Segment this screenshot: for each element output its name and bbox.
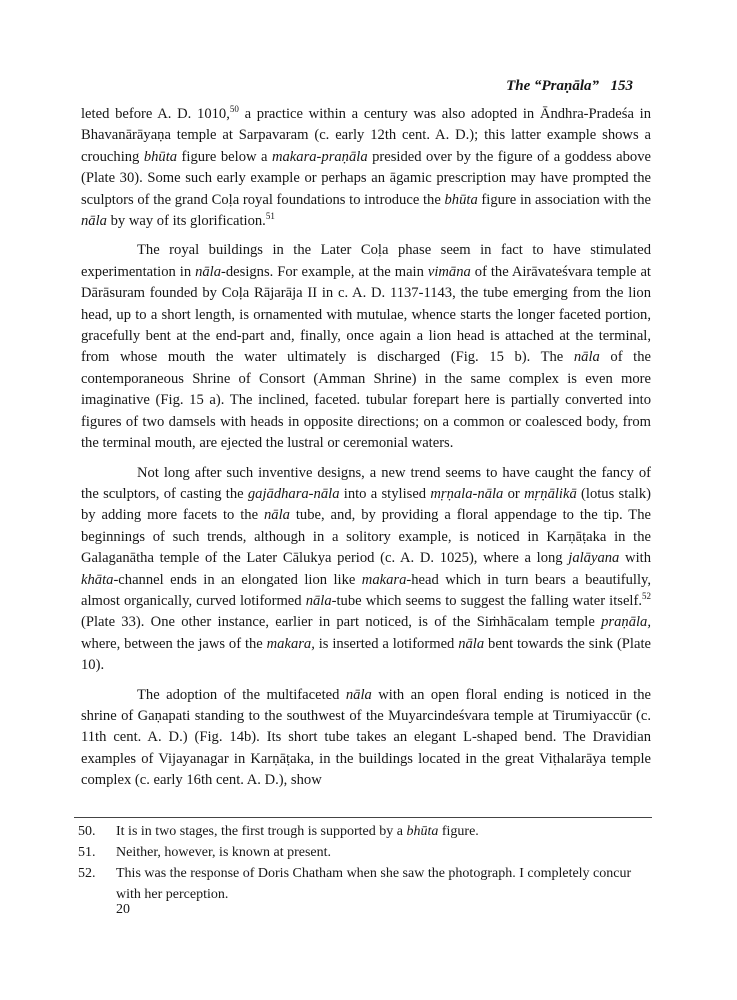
footnote (78, 842, 650, 863)
footnote (78, 821, 650, 842)
footnotes (78, 821, 650, 905)
paragraph (81, 104, 651, 232)
text-run: (lotus stalk) by adding more facets to the (81, 485, 651, 524)
text-run: of the Airāvateśvara temple at Dārāsuram founded by Coḷa Rājarāja II in c. A. D. 1137-1143, the tube emerging from the lion head, up to a short length, is ornamented with mutulae, whence starts the longer faceted portion, gracefully bent at the end-part and, finally, once again a lion head is attached at the terminal, from whose mouth the water ultimately is discharged (Fig. 15 b). The (81, 263, 651, 366)
footnote-text (116, 821, 650, 842)
footnote-ref: 52 (642, 591, 651, 602)
text-run: leted before A. D. 1010, (81, 106, 230, 122)
footnote-number: 52. (78, 866, 96, 881)
text-run: Neither, however, is known at present. (116, 845, 332, 860)
signature-mark: 20 (116, 902, 130, 917)
italic-term: bhūta (406, 824, 439, 839)
italic-term: nāla (573, 349, 600, 366)
text-run: -head which in turn bears a beautifully, almost organically, curved lotiformed (81, 571, 652, 609)
text-run: The adoption of the multifaceted (137, 686, 346, 703)
italic-term: nāla (264, 507, 290, 524)
footnote-text (116, 863, 650, 905)
italic-term: makara-praṇāla (271, 148, 368, 165)
running-header (0, 78, 737, 98)
body-text (81, 104, 651, 800)
paragraph (81, 240, 651, 454)
italic-term: nāla (81, 213, 107, 230)
text-run: -tube which seems to suggest the falling water itself. (331, 592, 642, 609)
text-run: figure below a (177, 148, 272, 165)
italic-term: bhūta (143, 148, 178, 165)
text-run: of the contemporaneous Shrine of Consort (Amman Shrine) in the same complex is even more imaginative (Fig. 15 a). The inclined, faceted. tubular forepart here is partially converted into figures of two damsels with heads in opposite directions; on a common or coalesced body, from the terminal mouth, are ejected the lustral or ceremonial waters. (81, 349, 651, 452)
footnote-ref: 50 (229, 104, 239, 115)
italic-term: praṇāla, (601, 614, 651, 631)
italic-term: khāta (81, 571, 114, 588)
text-run: -channel ends in an elongated lion like (113, 571, 362, 588)
text-run: This was the response of Doris Chatham when she saw the photograph. I completely concur with her perception. (116, 866, 632, 902)
footnote-number: 51. (78, 845, 96, 860)
footnote-number: 50. (78, 824, 96, 839)
italic-term: nāla (195, 263, 222, 280)
page-number: 153 (610, 78, 633, 94)
text-run: The royal buildings in the Later Coḷa phase seem in fact to have stimulated experimentation in (81, 242, 651, 280)
italic-term: mṛṇala-nāla (430, 485, 504, 502)
text-run: -designs. For example, at the main (221, 263, 428, 280)
footnote-divider (74, 817, 652, 818)
text-run: into a stylised (339, 485, 431, 502)
text-run: bent towards the sink (Plate 10). (81, 635, 651, 674)
text-run: Not long after such inventive designs, a new trend seems to have caught the fancy of the sculptors, of casting the (81, 464, 651, 502)
running-title: The “Praṇāla” (506, 78, 599, 94)
italic-term: vimāna (427, 263, 471, 280)
text-run: where, between the jaws of the (81, 635, 267, 652)
text-run: by way of its glorification. (106, 213, 266, 230)
italic-term: nāla (458, 635, 485, 652)
text-run: a practice within a century was also adopted in Āndhra-Pradeśa in Bhavanārāyaṇa temple at Sarpavaram (c. early 12th cent. A. D.); this latter example shows a crouching (81, 106, 651, 165)
italic-term: mṛṇālikā (524, 485, 577, 502)
footnote-ref: 51 (265, 211, 275, 222)
text-run: tube, and, by providing a floral appendage to the tip. The beginnings of such trends, although in a solitory example, is noticed in Karṇāṭaka in the Galaganātha temple of the Later Cālukya period (c. A. D. 1025), where a long (81, 507, 651, 567)
italic-term: bhūta (444, 191, 478, 208)
text-run: is inserted a lotiformed (314, 635, 459, 652)
italic-term: gajādhara-nāla (247, 485, 340, 502)
text-run: figure. (438, 824, 479, 839)
text-run: with (619, 550, 651, 567)
italic-term: makara, (266, 635, 315, 652)
paragraph (81, 463, 651, 677)
text-run: (Plate 33). One other instance, earlier in part noticed, is of the Siṁhācalam temple (81, 614, 602, 631)
paragraph (81, 685, 651, 792)
text-run: figure in association with the (477, 191, 651, 208)
italic-term: nāla (345, 686, 372, 703)
footnote (78, 863, 650, 905)
italic-term: nāla (305, 592, 332, 609)
text-run: with an open floral ending is noticed in the shrine of Gaṇapati standing to the southwest of the Muyarcindeśvara temple at Tirumiyaccūr (c. 11th cent. A. D.) (Fig. 14b). Its short tube takes an elegant L-shaped bend. The Dravidian examples of Vijayanagar in Karṇāṭaka, in the buildings located in the great Viṭhalarāya temple complex (c. early 16th cent. A. D.), show (81, 686, 651, 789)
text-run: presided over by the figure of a goddess above (Plate 30). Some such early example or perhaps an āgamic prescription may have prompted the sculptors of the grand Coḷa royal foundations to introduce the (81, 148, 651, 208)
text-run: or (503, 485, 525, 502)
footnote-text (116, 842, 650, 863)
text-run: It is in two stages, the first trough is supported by a (116, 824, 407, 839)
italic-term: makara (361, 571, 407, 588)
italic-term: jalāyana (568, 550, 620, 567)
